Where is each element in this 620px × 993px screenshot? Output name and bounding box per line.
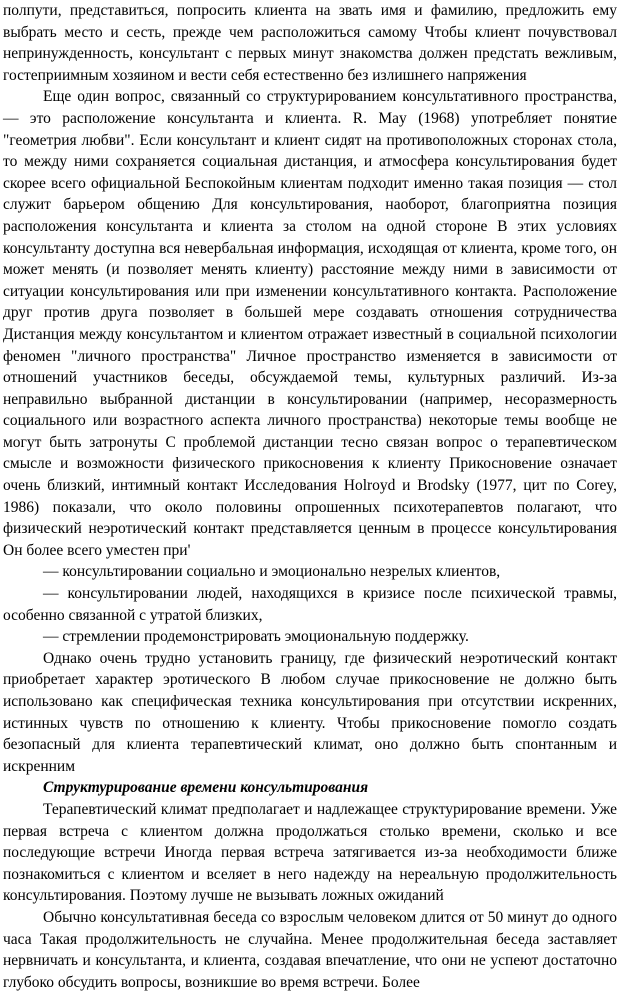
paragraph-8: Обычно консультативная беседа со взрослым человеком длится от 50 минут до одного часа Такая продолжительность не случайна. Менее продолжительная беседа заставляет нервничать и консультанта, и клиента, создавая впечатление, что они не успеют достаточно глубоко обсудить вопросы, возникшие во время встречи. Более — [3, 908, 617, 991]
paragraph-7: Терапевтический климат предполагает и надлежащее структурирование времени. Уже первая встреча с клиентом должна продолжаться столько времени, сколько и все последующие встречи Иногда первая встреча затягивается из-за необходимости ближе познакомиться с клиентом и вселяет в него надежду на нереальную продолжительность консультирования. Поэтому лучше не вызывать ложных ожиданий — [3, 800, 617, 905]
list-item-1: — консультировании социально и эмоционально незрелых клиентов, — [43, 563, 501, 581]
paragraph-2: Еще один вопрос, связанный со структурированием консультативного пространства, — это расположение консультанта и клиента. R. May (1968) употребляет понятие "геометрия любви". Если консультант и клиент сидят на противоположных сторонах стола, то между ними сохраняется социальная дистанция, и атмосфера консультирования будет скорее всего официальной Беспокойным клиентам подходит именно такая позиция — стол служит барьером общению Для консультирования, наоборот, благоприятна позиция расположения консультанта и клиента за столом на одной стороне В этих условиях консультанту доступна вся невербальная информация, исходящая от клиента, кроме того, он может менять (и позволяет менять клиенту) расстояние между ними в зависимости от ситуации консультирования или при изменении консультативного контакта. Расположение друг против друга позволяет в большей мере создавать отношения сотрудничества Дистанция между консультантом и клиентом отражает известный в социальной психологии феномен "личного пространства" Личное пространство изменяется в зависимости от отношений участников беседы, обсуждаемой темы, культурных различий. Из-за неправильно выбранной дистанции в консультировании (например, несоразмерность социального или возрастного аспекта личного пространства) некоторые темы вообще не могут быть затронуты С проблемой дистанции тесно связан вопрос о терапевтическом смысле и возможности физического прикосновения к клиенту Прикосновение означает очень близкий, интимный контакт Исследования Holroyd и Brodsky (1977, цит по Corey, 1986) показали, что около половины опрошенных психотерапевтов полагают, что физический неэротический контакт представляется ценным в процессе консультирования Он более всего уместен при' — [3, 88, 617, 559]
paragraph-6: Однако очень трудно установить границу, где физический неэротический контакт приобретает характер эротического В любом случае прикосновение не должно быть использовано как специфическая техника консультирования при отсутствии искренних, истинных чувств по отношению к клиенту. Чтобы прикосновение помогло создать безопасный для клиента терапевтический климат, оно должно быть спонтанным и искренним — [3, 649, 617, 775]
list-item-2: — консультировании людей, находящихся в кризисе после психической травмы, особенно связанной с утратой близких, — [3, 585, 617, 624]
list-item-3: — стремлении продемонстрировать эмоциональную поддержку. — [43, 628, 469, 646]
section-heading: Структурирование времени консультирования — [43, 779, 369, 797]
paragraph-1: полпути, представиться, попросить клиента на звать имя и фамилию, предложить ему выбрать место и сесть, прежде чем расположиться самому Чтобы клиент почувствовал непринужденность, консультант с первых минут знакомства должен предстать вежливым, гостеприимным хозяином и вести себя естественно без излишнего напряжения — [3, 2, 617, 84]
